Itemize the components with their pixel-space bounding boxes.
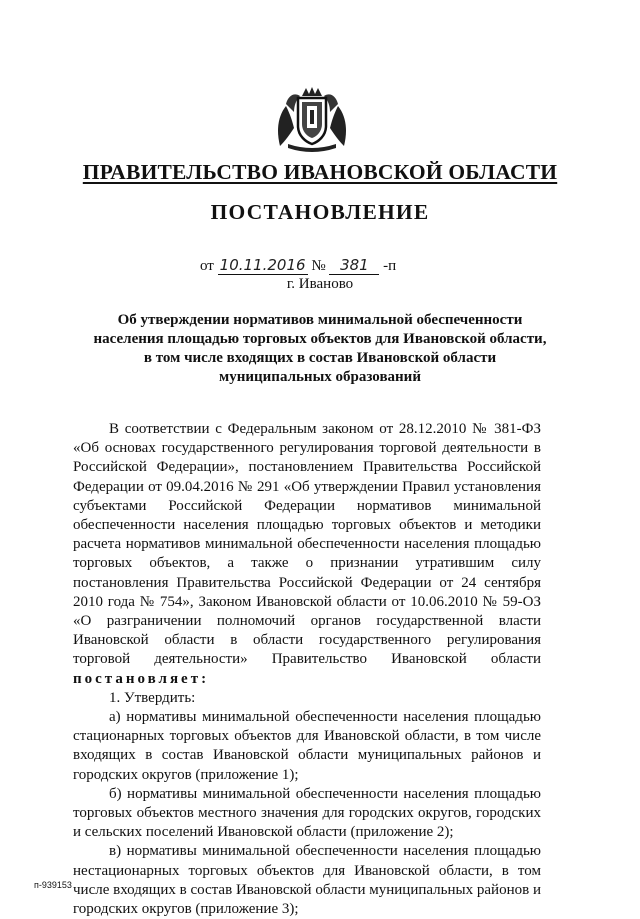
document-body [73, 420, 541, 919]
document-date: 10.11.2016 [218, 257, 308, 275]
city: г. Иваново [286, 276, 354, 292]
preamble-paragraph [73, 420, 541, 689]
subject-line: в том числе входящих в состав Ивановской области [143, 350, 497, 366]
item-a: а) нормативы минимальной обеспеченности населения площадью стационарных торговых объектов для Ивановской области, в том числе входящих в состав Ивановской области муниципальных районов и городских округов (приложение 1); [73, 709, 541, 783]
item-b: б) нормативы минимальной обеспеченности населения площадью торговых объектов местного значения для городских округов, городских и сельских поселений Ивановской области (приложение 2); [73, 785, 541, 841]
item-c: в) нормативы минимальной обеспеченности населения площадью нестационарных торговых объектов для Ивановской области, в том числе входящих в состав Ивановской области муниципальных районов и городских округов (приложение 3); [73, 843, 541, 918]
document-subject [60, 311, 580, 387]
government-title: ПРАВИТЕЛЬСТВО ИВАНОВСКОЙ ОБЛАСТИ [82, 160, 558, 184]
subject-line: Об утверждении нормативов минимальной обеспеченности [117, 312, 523, 328]
item-1: 1. Утвердить: [109, 689, 196, 706]
date-prefix: от [200, 258, 214, 274]
number-prefix: № [311, 258, 326, 274]
date-number-line [200, 257, 396, 275]
footer-code: п-939153 [34, 880, 72, 890]
resolves-word: постановляет: [73, 670, 210, 687]
document-number: 381 [329, 257, 379, 275]
coat-of-arms-icon [272, 86, 352, 152]
subject-line: населения площадью торговых объектов для Ивановской области, [93, 331, 547, 347]
document-type: ПОСТАНОВЛЕНИЕ [210, 200, 430, 224]
number-suffix: -п [383, 258, 397, 274]
subject-line: муниципальных образований [219, 369, 421, 385]
preamble-text: В соответствии с Федеральным законом от 28.12.2010 № 381-ФЗ «Об основах государственного регулирования торговой деятельности в Российской Федерации», постановлением Правительства Российской Федерации от 09.04.2016 № 291 «Об утверждении Правил установления субъектами Российской Федерации нормативов минимальной обеспеченности населения площадью торговых объектов и методики расчета нормативов минимальной обеспеченности населения площадью торговых объектов, а также о признании утратившим силу постановления Правительства Российской Федерации от 24 сентября 2010 года № 754», Законом Ивановской области от 10.06.2010 № 59-ОЗ «О разграничении полномочий органов государственной власти Ивановской области в области государственного регулирования торговой деятельности» Правительство Ивановской области [73, 421, 541, 668]
